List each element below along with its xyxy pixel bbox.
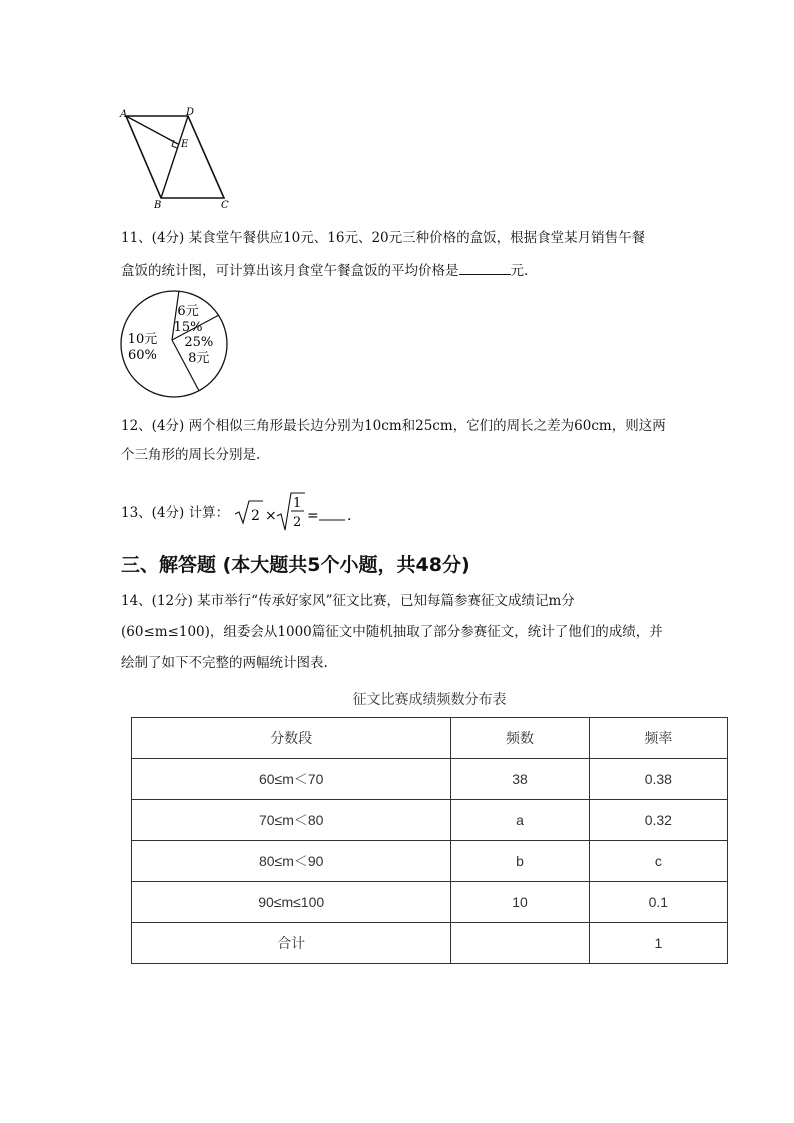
answer-blank — [459, 260, 511, 275]
pie-slice-sublabel: 8元 — [188, 351, 210, 367]
radicand-2: 2 — [251, 508, 260, 524]
q11-line2-text: 盒饭的统计图，可计算出该月食堂午餐盒饭的平均价格是 — [121, 263, 459, 279]
pie-slice-sublabel: 15% — [173, 320, 203, 336]
label-b: B — [154, 200, 162, 210]
parallelogram-figure — [118, 106, 238, 210]
q14-line1: 14、(12分) 某市举行“传承好家风”征文比赛，已知每篇参赛征文成绩记m分 — [121, 593, 575, 609]
table-row — [132, 841, 728, 882]
q13 — [121, 490, 381, 534]
table-row — [132, 759, 728, 800]
table-cell: 38 — [451, 759, 589, 800]
table-cell: c — [589, 841, 727, 882]
q12-line1: 12、(4分) 两个相似三角形最长边分别为10cm和25cm，它们的周长之差为60cm，则这两 — [121, 418, 666, 434]
table-cell: 60≤m＜70 — [132, 759, 451, 800]
header-relative-frequency: 频率 — [589, 718, 727, 759]
label-e: E — [181, 139, 189, 150]
table-row — [132, 923, 728, 964]
table-cell: 0.1 — [589, 882, 727, 923]
math-expression — [233, 490, 353, 534]
pie-chart — [118, 288, 230, 400]
q12-line2: 个三角形的周长分别是. — [121, 447, 261, 463]
times-sign: × — [265, 508, 277, 524]
table-cell: 1 — [589, 923, 727, 964]
numerator: 1 — [293, 496, 302, 511]
pie-slice-label: 10元 — [127, 332, 158, 348]
table-header-row — [132, 718, 728, 759]
q11-line1: 11、(4分) 某食堂午餐供应10元、16元、20元三种价格的盒饭，根据食堂某月销售午餐 — [121, 230, 646, 246]
table-cell: 0.38 — [589, 759, 727, 800]
frequency-table — [131, 717, 728, 964]
header-frequency: 频数 — [451, 718, 589, 759]
pie-slice-sublabel: 60% — [128, 348, 157, 364]
table-cell: a — [451, 800, 589, 841]
q14-line3: 绘制了如下不完整的两幅统计图表. — [121, 655, 328, 671]
table-cell: 合计 — [132, 923, 451, 964]
q14-line2: (60≤m≤100)，组委会从1000篇征文中随机抽取了部分参赛征文，统计了他们的成绩，并 — [121, 624, 663, 640]
table-title: 征文比赛成绩频数分布表 — [352, 691, 507, 707]
label-d: D — [186, 107, 195, 118]
section-heading: 三、解答题 (本大题共5个小题，共48分) — [121, 554, 470, 576]
pie-chart-svg — [118, 288, 230, 400]
table-cell: 0.32 — [589, 800, 727, 841]
header-score-range: 分数段 — [132, 718, 451, 759]
table-cell: b — [451, 841, 589, 882]
table-cell: 70≤m＜80 — [132, 800, 451, 841]
q11-line2-unit: 元. — [510, 263, 529, 279]
table-cell: 10 — [451, 882, 589, 923]
table-row — [132, 800, 728, 841]
q11-line2 — [121, 260, 528, 280]
period: . — [347, 508, 352, 524]
pie-slice-label: 25% — [184, 335, 214, 351]
table-row — [132, 882, 728, 923]
parallelogram-diagram — [118, 106, 238, 210]
label-a: A — [120, 109, 128, 120]
label-c: C — [221, 200, 229, 210]
table-cell: 80≤m＜90 — [132, 841, 451, 882]
denominator: 2 — [293, 515, 302, 530]
q13-prefix: 13、(4分) 计算： — [121, 505, 230, 521]
pie-slice-label: 6元 — [177, 304, 199, 320]
table-cell: 90≤m≤100 — [132, 882, 451, 923]
equals-sign: = — [307, 508, 319, 524]
table-cell — [451, 923, 589, 964]
